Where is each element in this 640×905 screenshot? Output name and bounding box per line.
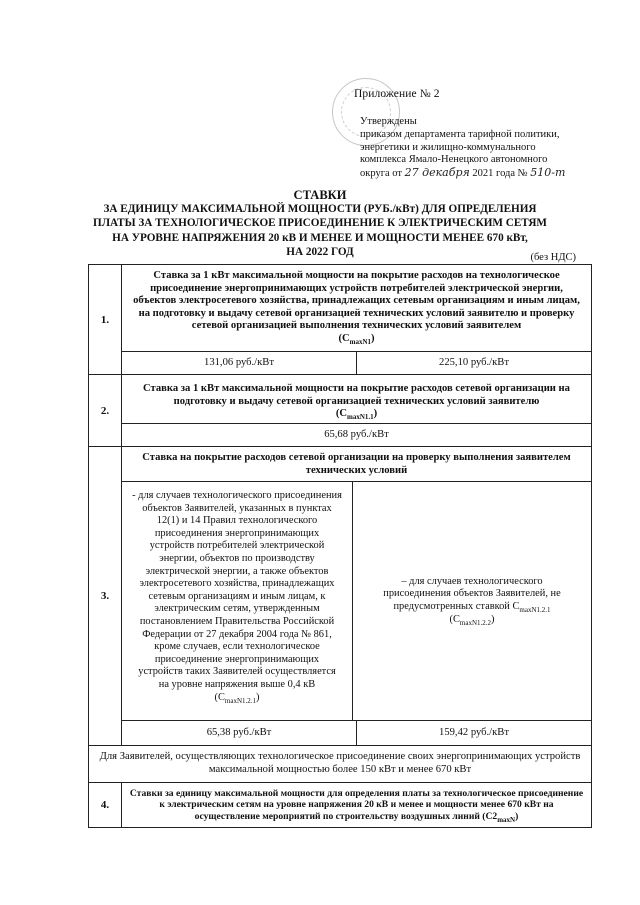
title-line: ЗА ЕДИНИЦУ МАКСИМАЛЬНОЙ МОЩНОСТИ (РУБ./кВт) ДЛЯ ОПРЕДЕЛЕНИЯ bbox=[103, 203, 537, 216]
condition-text: – для случаев технологического присоединения объектов Заявителей, не предусмотренных ставкой C bbox=[383, 575, 561, 612]
rate-condition-right: – для случаев технологического присоединения объектов Заявителей, не предусмотренных ставкой $C_{maxN1.2.1}$ $(C_{maxN1.2.2})$ bbox=[352, 482, 591, 720]
rate-value: 225,10 руб./кВт bbox=[356, 352, 591, 374]
rate-value: 131,06 руб./кВт bbox=[204, 356, 274, 368]
table-note: Для Заявителей, осуществляющих технологическое присоединение своих энергопринимающих устройств максимальной мощностью более 150 кВт и менее 670 кВт bbox=[99, 751, 581, 775]
title-line: НА 2022 ГОД bbox=[286, 245, 354, 258]
handwritten-number: 510-т bbox=[530, 166, 566, 180]
table-row bbox=[89, 265, 591, 374]
approval-line: энергетики и жилищно-коммунального bbox=[360, 141, 536, 153]
title-line: НА УРОВНЕ НАПРЯЖЕНИЯ 20 кВ И МЕНЕЕ И МОЩНОСТИ МЕНЕЕ 670 кВт, bbox=[112, 231, 528, 244]
condition-text-sub: maxN1.2.1 bbox=[519, 606, 551, 615]
rate-header: Ставка на покрытие расходов сетевой организации на проверку выполнения заявителем технических условий bbox=[142, 452, 571, 476]
table-row bbox=[89, 782, 591, 827]
condition-text: - для случаев технологического присоединения объектов Заявителей, указанных в пунктах 12(1) и 14 Правил технологического присоединения энергопринимающих устройств потребителей электрической энергии, объектов по производству электрической энергии, а также объектов электросетевого хозяйства, принадлежащих сетевым организациям и иным лицам, к электрическим сетям, утвержденным постановлением Правительства Российской Федерации от 27 декабря 2004 года № 861, кроме случаев, если технологическое присоединение энергопринимающих устройств таких Заявителей осуществляется на уровне напряжения выше 0,4 кВ bbox=[132, 490, 342, 690]
title-line: ПЛАТЫ ЗА ТЕХНОЛОГИЧЕСКОЕ ПРИСОЕДИНЕНИЕ К ЭЛЕКТРИЧЕСКИМ СЕТЯМ bbox=[93, 217, 547, 230]
handwritten-date: 27 декабря bbox=[404, 166, 470, 180]
rate-value: 159,42 руб./кВт bbox=[356, 721, 591, 745]
approval-line: приказом департамента тарифной политики, bbox=[360, 128, 560, 140]
rate-symbol: C bbox=[341, 332, 350, 344]
row-number: 3. bbox=[89, 447, 122, 745]
table-note-row bbox=[89, 745, 591, 782]
rate-text: Ставки за единицу максимальной мощности для определения платы за технологическое присоединение к электрическим сетям на уровне напряжения 20 кВ и менее и мощности менее 670 кВт на осуществление мероприятий по строительству воздушных линий (C2 bbox=[129, 787, 584, 822]
rate-condition-left: - для случаев технологического присоединения объектов Заявителей, указанных в пунктах 12(1) и 14 Правил технологического присоединения энергопринимающих устройств потребителей электрической энергии, объектов по производству электрической энергии, а также объектов электросетевого хозяйства, принадлежащих сетевым организациям и иным лицам, к электрическим сетям, утвержденным постановлением Правительства Российской Федерации от 27 декабря 2004 года № 861, кроме случаев, если технологическое присоединение энергопринимающих устройств таких Заявителей осуществляется на уровне напряжения выше 0,4 кВ $(C_{maxN1.2.1})$ bbox=[132, 490, 342, 705]
document-title bbox=[60, 188, 580, 259]
rate-symbol-sub: maxN1.2.1 bbox=[224, 696, 257, 705]
rate-text: Ставка за 1 кВт максимальной мощности на покрытие расходов на технологическое присоединение энергопринимающих устройств потребителей электрической энергии, объектов электросетевого хозяйства, принадлежащих сетевым организациям и иным лицам, на подготовку и выдачу сетевой организацией технических условий заявителю и проверку сетевой организацией выполнения технических условий заявителем bbox=[133, 270, 580, 332]
rate-description: Ставка за 1 кВт максимальной мощности на покрытие расходов сетевой организации на подготовку и выдачу сетевой организацией технических условий заявителю $(C_{maxN1.1})$ bbox=[143, 383, 570, 422]
row-number: 1. bbox=[89, 265, 122, 374]
rate-description bbox=[122, 783, 591, 827]
rate-text-end: ) bbox=[515, 810, 519, 822]
vat-note: (без НДС) bbox=[530, 252, 576, 263]
rate-symbol: C bbox=[339, 408, 347, 420]
appendix-label: Приложение № 2 bbox=[354, 88, 440, 100]
rate-symbol-sub: maxN1 bbox=[349, 338, 372, 347]
title-line: СТАВКИ bbox=[293, 188, 347, 202]
rate-text-sub: maxN bbox=[497, 815, 516, 824]
date-prefix: округа от bbox=[360, 168, 403, 180]
approval-line: Утверждены bbox=[360, 116, 417, 127]
rate-symbol: C bbox=[217, 691, 225, 703]
rate-value: 65,68 руб./кВт bbox=[324, 428, 389, 440]
table-row bbox=[89, 374, 591, 446]
row-number: 4. bbox=[89, 783, 122, 827]
approval-date-line bbox=[360, 167, 592, 181]
rate-symbol: C bbox=[452, 613, 460, 625]
approval-block bbox=[360, 116, 592, 181]
rate-symbol-sub: maxN1.2.2 bbox=[459, 618, 492, 627]
row-number: 2. bbox=[89, 375, 122, 446]
date-year: 2021 года № bbox=[472, 168, 528, 180]
rates-table bbox=[88, 264, 592, 828]
table-row bbox=[89, 446, 591, 745]
approval-line: комплекса Ямало-Ненецкого автономного bbox=[360, 154, 548, 166]
rate-text: Ставка за 1 кВт максимальной мощности на покрытие расходов сетевой организации на подготовку и выдачу сетевой организацией технических условий заявителю bbox=[143, 383, 570, 407]
rate-value: 65,38 руб./кВт bbox=[206, 726, 272, 738]
rate-symbol-sub: maxN1.1 bbox=[347, 413, 374, 422]
rate-description: Ставка за 1 кВт максимальной мощности на покрытие расходов на технологическое присоединение энергопринимающих устройств потребителей электрической энергии, объектов электросетевого хозяйства, принадлежащих сетевым организациям и иным лицам, на подготовку и выдачу сетевой организацией технических условий заявителю и проверку сетевой организацией выполнения технических условий заявителем $(C_{maxN1})$ bbox=[133, 270, 580, 347]
